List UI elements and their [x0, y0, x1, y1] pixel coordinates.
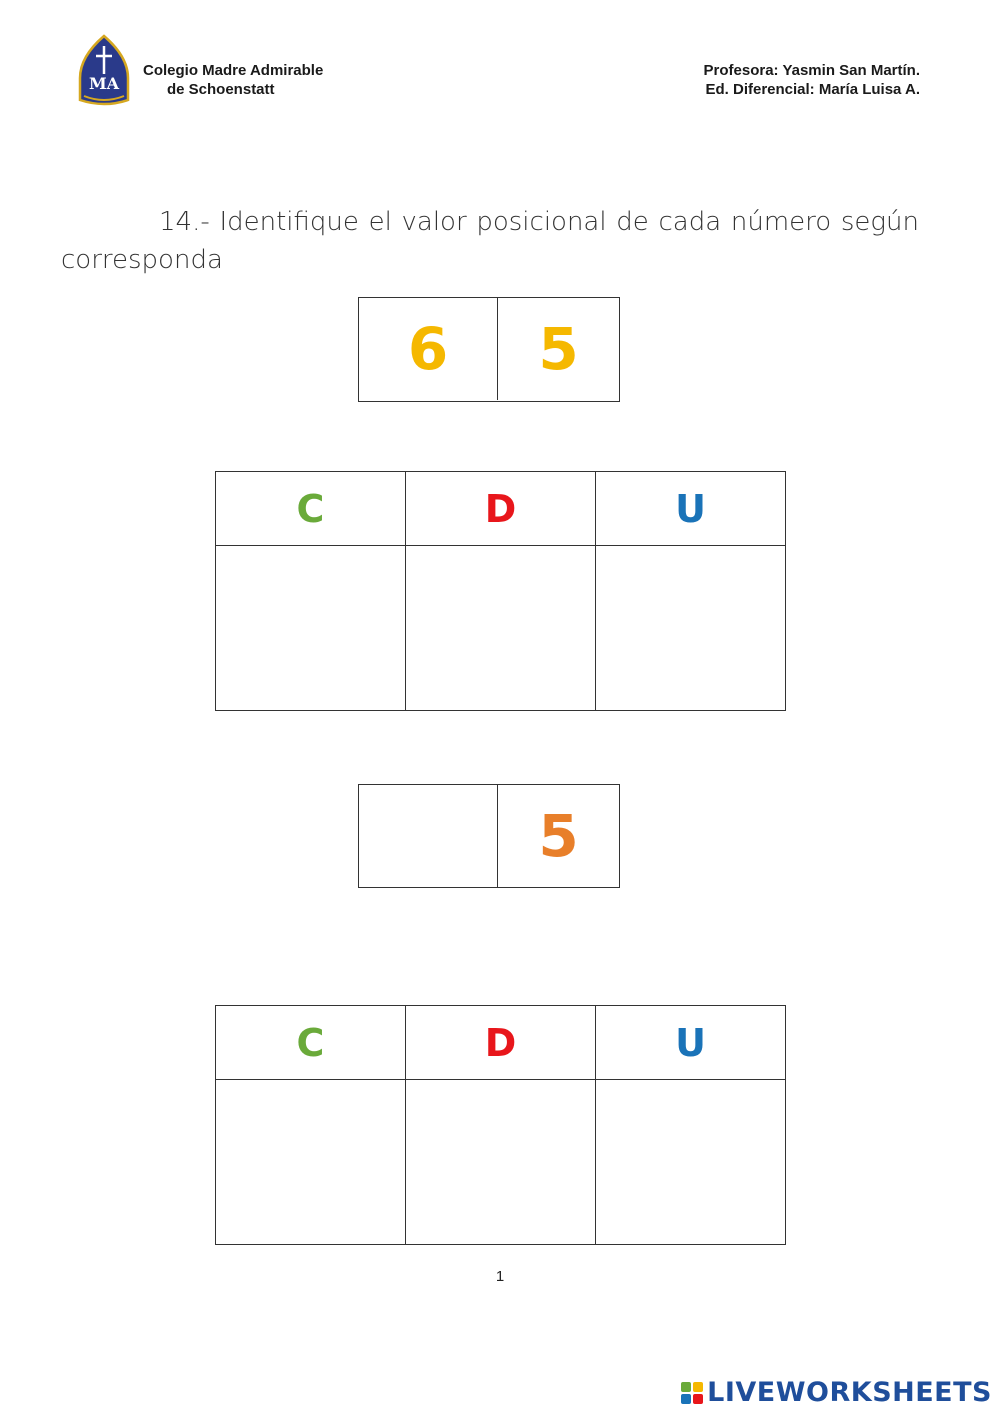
digit-cell: 5	[497, 298, 619, 400]
answer-cell-d[interactable]	[406, 546, 596, 711]
school-name	[143, 61, 323, 99]
page-number: 1	[495, 1268, 505, 1285]
teacher-line2: Ed. Diferencial: María Luisa A.	[705, 81, 920, 98]
teacher-line1: Profesora: Yasmin San Martín.	[703, 62, 920, 79]
digit-cell: 5	[497, 785, 619, 887]
digit-cell: 6	[407, 315, 449, 383]
liveworksheets-watermark	[681, 1377, 992, 1408]
column-header-d: D	[406, 1006, 596, 1080]
liveworksheets-logo-icon	[681, 1382, 703, 1404]
number-box-1	[358, 297, 620, 402]
answer-cell-u[interactable]	[596, 546, 786, 711]
digit-cell	[359, 785, 497, 887]
answer-cell-c[interactable]	[216, 546, 406, 711]
school-name-line2: de Schoenstatt	[167, 81, 275, 98]
crest-monogram: MA	[88, 74, 120, 93]
school-crest-icon	[76, 34, 132, 106]
place-value-table-1	[215, 471, 786, 711]
instruction-text	[61, 203, 919, 279]
watermark-text: LIVEWORKSHEETS	[707, 1377, 992, 1408]
place-value-table-2	[215, 1005, 786, 1245]
column-header-c: C	[216, 1006, 406, 1080]
number-box-2	[358, 784, 620, 888]
answer-cell-u[interactable]	[596, 1080, 786, 1245]
column-header-c: C	[216, 472, 406, 546]
column-header-u: U	[596, 1006, 786, 1080]
teacher-info	[704, 61, 920, 99]
answer-cell-d[interactable]	[406, 1080, 596, 1245]
answer-cell-c[interactable]	[216, 1080, 406, 1245]
column-header-d: D	[406, 472, 596, 546]
school-name-line1: Colegio Madre Admirable	[143, 62, 324, 79]
instruction-label: 14.- Identifique el valor posicional de cada número según corresponda	[61, 207, 919, 275]
column-header-u: U	[596, 472, 786, 546]
